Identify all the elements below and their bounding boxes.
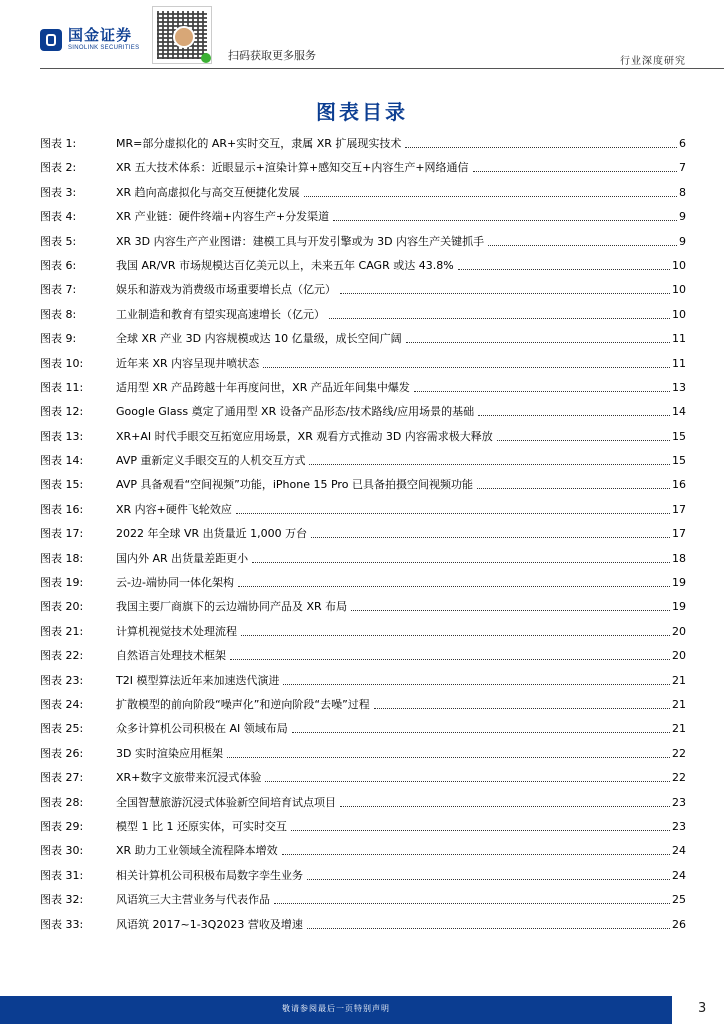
toc-entry-label: 图表 33:	[40, 917, 84, 931]
toc-entry-title: 相关计算机公司积极布局数字孪生业务	[116, 868, 303, 882]
toc-entry-label: 图表 9:	[40, 332, 77, 346]
toc-dot-leader	[329, 308, 670, 319]
toc-dot-leader	[230, 649, 670, 660]
toc-entry-title: 工业制造和教育有望实现高速增长（亿元）	[116, 307, 325, 321]
toc-entry-title: MR=部分虚拟化的 AR+实时交互，隶属 XR 扩展现实技术	[116, 137, 402, 150]
toc-entry[interactable]	[40, 844, 686, 868]
toc-entry-title: XR 3D 内容生产产业图谱：建模工具与开发引擎或为 3D 内容生产关键抓手	[116, 234, 485, 248]
toc-dot-leader	[252, 552, 670, 563]
toc-entry-title: 全球 XR 产业 3D 内容规模或达 10 亿量级，成长空间广阔	[116, 332, 402, 346]
brand-logo	[40, 28, 139, 51]
toc-entry[interactable]	[40, 625, 686, 649]
toc-dot-leader	[227, 747, 670, 758]
toc-entry-title: XR+AI 时代手眼交互拓宽应用场景，XR 观看方式推动 3D 内容需求极大释放	[116, 429, 493, 443]
toc-entry-label: 图表 26:	[40, 746, 84, 760]
toc-entry[interactable]	[40, 698, 686, 722]
toc-entry-title: 我国 AR/VR 市场规模达百亿美元以上，未来五年 CAGR 或达 43.8%	[116, 258, 454, 272]
toc-dot-leader	[265, 771, 670, 782]
toc-dot-leader	[304, 186, 677, 197]
toc-entry-label: 图表 6:	[40, 258, 77, 272]
toc-entry-title: XR 助力工业领域全流程降本增效	[116, 844, 278, 858]
toc-dot-leader	[283, 674, 670, 685]
toc-entry[interactable]	[40, 259, 686, 283]
toc-entry-page: 13	[672, 380, 686, 394]
brand-name-en: SINOLINK SECURITIES	[68, 45, 140, 51]
toc-entry[interactable]	[40, 527, 686, 551]
toc-entry-title: 计算机视觉技术处理流程	[116, 624, 237, 638]
toc-entry-title: 我国主要厂商旗下的云边端协同产品及 XR 布局	[116, 600, 348, 614]
toc-dot-leader	[274, 893, 670, 904]
toc-entry-label: 图表 27:	[40, 771, 84, 785]
wechat-badge-icon	[201, 53, 211, 63]
toc-dot-leader	[236, 503, 670, 514]
qr-avatar-icon	[173, 26, 195, 48]
toc-entry[interactable]	[40, 796, 686, 820]
toc-entry[interactable]	[40, 918, 686, 942]
toc-entry-label: 图表 3:	[40, 185, 77, 199]
toc-entry-page: 10	[672, 283, 686, 297]
toc-dot-leader	[488, 235, 677, 246]
toc-entry-title: T2I 模型算法近年来加速迭代演进	[116, 673, 280, 687]
toc-entry[interactable]	[40, 478, 686, 502]
toc-entry-label: 图表 4:	[40, 210, 77, 224]
footer-bar	[0, 996, 672, 1024]
toc-entry-title: 自然语言处理技术框架	[116, 649, 226, 663]
toc-entry-label: 图表 17:	[40, 527, 84, 541]
page-header	[0, 0, 724, 70]
toc-entry-label: 图表 8:	[40, 307, 77, 321]
toc-entry-label: 图表 16:	[40, 502, 84, 516]
toc-entry-title: 适用型 XR 产品跨越十年再度问世，XR 产品近年间集中爆发	[116, 380, 410, 394]
toc-entry-title: Google Glass 奠定了通用型 XR 设备产品形态/技术路线/应用场景的基础	[116, 405, 475, 419]
toc-dot-leader	[458, 259, 670, 270]
toc-entry[interactable]	[40, 186, 686, 210]
toc-dot-leader	[478, 405, 670, 416]
toc-entry-title: 近年来 XR 内容呈现井喷状态	[116, 356, 260, 370]
scan-prompt: 扫码获取更多服务	[228, 49, 316, 62]
toc-entry-title: 国内外 AR 出货量差距更小	[116, 551, 249, 565]
toc-entry-page: 15	[672, 454, 686, 468]
page-footer	[0, 996, 724, 1024]
toc-entry-title: XR 产业链：硬件终端+内容生产+分发渠道	[116, 210, 330, 224]
toc-entry[interactable]	[40, 357, 686, 381]
toc-entry[interactable]	[40, 674, 686, 698]
toc-entry-label: 图表 12:	[40, 405, 84, 419]
toc-entry[interactable]	[40, 722, 686, 746]
toc-entry-title: 扩散模型的前向阶段“噪声化”和逆向阶段“去噪”过程	[116, 697, 370, 711]
toc-entry-label: 图表 18:	[40, 551, 84, 565]
page-title: 图表目录	[316, 100, 408, 124]
qr-code-icon[interactable]	[152, 6, 212, 64]
toc-entry-label: 图表 28:	[40, 795, 84, 809]
toc-entry[interactable]	[40, 161, 686, 185]
toc-entry-title: XR 五大技术体系：近眼显示+渲染计算+感知交互+内容生产+网络通信	[116, 161, 469, 175]
toc-entry-title: 云-边-端协同一体化架构	[116, 576, 234, 590]
toc-entry-title: 风语筑三大主营业务与代表作品	[116, 893, 270, 907]
toc-entry-label: 图表 19:	[40, 576, 84, 590]
toc-entry[interactable]	[40, 381, 686, 405]
toc-dot-leader	[351, 600, 670, 611]
toc-entry-page: 20	[672, 624, 686, 638]
toc-entry-label: 图表 11:	[40, 380, 84, 394]
toc-entry-title: 娱乐和游戏为消费级市场重要增长点（亿元）	[116, 283, 336, 297]
toc-entry-label: 图表 10:	[40, 356, 84, 370]
toc-entry[interactable]	[40, 503, 686, 527]
toc-entry-label: 图表 23:	[40, 673, 84, 687]
toc-dot-leader	[307, 869, 670, 880]
toc-entry-page: 19	[672, 600, 686, 614]
toc-entry-label: 图表 7:	[40, 283, 77, 297]
toc-dot-leader	[414, 381, 670, 392]
toc-entry-title: 3D 实时渲染应用框架	[116, 746, 223, 760]
toc-entry-page: 15	[672, 429, 686, 443]
toc-entry-page: 23	[672, 795, 686, 809]
toc-entry-page: 23	[672, 819, 686, 833]
report-category: 行业深度研究	[620, 56, 686, 67]
toc-entry-page: 9	[679, 210, 686, 224]
toc-dot-leader	[406, 332, 670, 343]
toc-dot-leader	[311, 527, 670, 538]
toc-entry-page: 17	[672, 502, 686, 516]
toc-entry[interactable]	[40, 137, 686, 161]
toc-entry-page: 21	[672, 673, 686, 687]
toc-entry[interactable]	[40, 771, 686, 795]
toc-dot-leader	[340, 283, 670, 294]
toc-dot-leader	[282, 844, 670, 855]
toc-dot-leader	[374, 698, 670, 709]
toc-entry-page: 22	[672, 771, 686, 785]
table-of-figures	[40, 137, 686, 942]
toc-entry[interactable]	[40, 576, 686, 600]
toc-entry-page: 17	[672, 527, 686, 541]
toc-entry-label: 图表 5:	[40, 234, 77, 248]
toc-entry-title: XR+数字文旅带来沉浸式体验	[116, 771, 262, 785]
toc-entry-label: 图表 30:	[40, 844, 84, 858]
toc-dot-leader	[477, 478, 670, 489]
toc-dot-leader	[309, 454, 670, 465]
toc-entry-title: 模型 1 比 1 还原实体，可实时交互	[116, 819, 287, 833]
toc-dot-leader	[405, 137, 677, 148]
toc-entry-label: 图表 14:	[40, 454, 84, 468]
toc-dot-leader	[340, 796, 670, 807]
brand-name-cn: 国金证券	[68, 26, 133, 44]
toc-dot-leader	[238, 576, 670, 587]
toc-entry-page: 22	[672, 746, 686, 760]
toc-entry-page: 10	[672, 258, 686, 272]
toc-entry-label: 图表 29:	[40, 819, 84, 833]
toc-entry-page: 16	[672, 478, 686, 492]
brand-logo-icon	[40, 29, 62, 51]
toc-dot-leader	[263, 357, 670, 368]
toc-entry-page: 10	[672, 307, 686, 321]
toc-entry-label: 图表 31:	[40, 868, 84, 882]
toc-dot-leader	[307, 918, 670, 929]
toc-entry-page: 25	[672, 893, 686, 907]
toc-entry[interactable]	[40, 552, 686, 576]
toc-entry-title: AVP 重新定义手眼交互的人机交互方式	[116, 454, 306, 468]
toc-entry-label: 图表 21:	[40, 624, 84, 638]
toc-dot-leader	[291, 820, 670, 831]
toc-entry-title: AVP 具备观看“空间视频”功能，iPhone 15 Pro 已具备拍摄空间视频功能	[116, 478, 473, 492]
toc-entry[interactable]	[40, 820, 686, 844]
toc-entry-page: 9	[679, 234, 686, 248]
toc-entry[interactable]	[40, 600, 686, 624]
toc-dot-leader	[473, 161, 677, 172]
footer-disclaimer: 敬请参阅最后一页特别声明	[282, 1004, 390, 1013]
toc-entry[interactable]	[40, 405, 686, 429]
header-divider	[40, 68, 724, 69]
toc-entry-page: 20	[672, 649, 686, 663]
toc-entry-page: 21	[672, 722, 686, 736]
toc-entry-title: XR 趋向高虚拟化与高交互便捷化发展	[116, 185, 300, 199]
toc-entry-page: 24	[672, 868, 686, 882]
toc-entry-page: 6	[679, 137, 686, 150]
toc-entry-page: 11	[672, 356, 686, 370]
toc-entry-page: 14	[672, 405, 686, 419]
page-number: 3	[698, 1001, 707, 1016]
toc-dot-leader	[292, 722, 670, 733]
toc-dot-leader	[241, 625, 670, 636]
toc-entry-label: 图表 1:	[40, 137, 77, 150]
toc-entry-title: XR 内容+硬件飞轮效应	[116, 502, 232, 516]
toc-entry-page: 7	[679, 161, 686, 175]
toc-entry-label: 图表 25:	[40, 722, 84, 736]
toc-entry-label: 图表 15:	[40, 478, 84, 492]
toc-entry[interactable]	[40, 454, 686, 478]
toc-entry[interactable]	[40, 210, 686, 234]
toc-entry-title: 风语筑 2017~1-3Q2023 营收及增速	[116, 917, 303, 931]
toc-entry[interactable]	[40, 308, 686, 332]
toc-entry-label: 图表 13:	[40, 429, 84, 443]
toc-entry-label: 图表 2:	[40, 161, 77, 175]
toc-entry[interactable]	[40, 235, 686, 259]
toc-entry-title: 2022 年全球 VR 出货量近 1,000 万台	[116, 527, 308, 541]
toc-entry-title: 全国智慧旅游沉浸式体验新空间培育试点项目	[116, 795, 336, 809]
toc-entry-title: 众多计算机公司积极在 AI 领域布局	[116, 722, 288, 736]
toc-entry-page: 18	[672, 551, 686, 565]
toc-entry-page: 11	[672, 332, 686, 346]
toc-entry-page: 26	[672, 917, 686, 931]
toc-entry-page: 24	[672, 844, 686, 858]
toc-entry-label: 图表 22:	[40, 649, 84, 663]
toc-entry-page: 19	[672, 576, 686, 590]
toc-entry[interactable]	[40, 430, 686, 454]
toc-entry-page: 8	[679, 185, 686, 199]
toc-entry[interactable]	[40, 869, 686, 893]
toc-entry[interactable]	[40, 332, 686, 356]
toc-entry[interactable]	[40, 893, 686, 917]
toc-entry[interactable]	[40, 283, 686, 307]
toc-entry[interactable]	[40, 747, 686, 771]
toc-entry-page: 21	[672, 697, 686, 711]
toc-entry[interactable]	[40, 649, 686, 673]
toc-entry-label: 图表 24:	[40, 697, 84, 711]
toc-dot-leader	[333, 210, 677, 221]
toc-entry-label: 图表 32:	[40, 893, 84, 907]
toc-entry-label: 图表 20:	[40, 600, 84, 614]
toc-dot-leader	[497, 430, 670, 441]
